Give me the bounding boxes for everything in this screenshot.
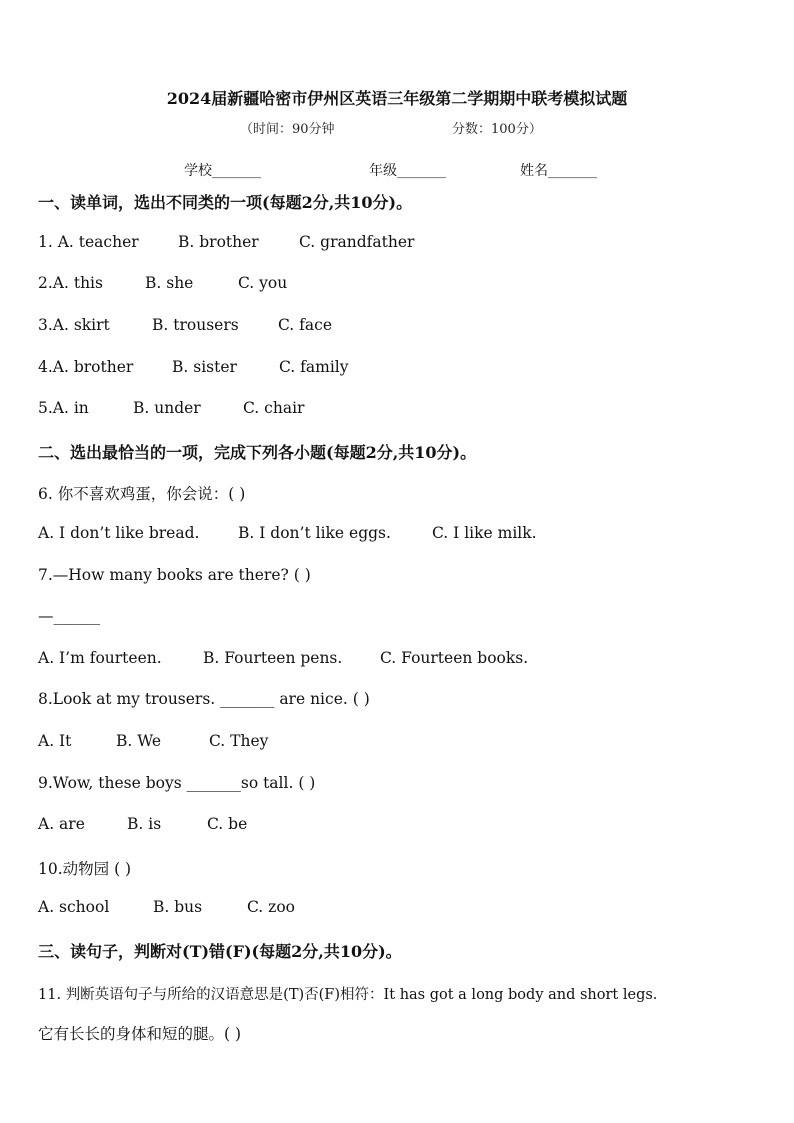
exam-score: 分数：100分） [452, 122, 542, 137]
option-c: C. Fourteen books. [380, 649, 529, 667]
exam-time: （时间：90分钟 [240, 122, 335, 137]
option-c: C. family [279, 358, 349, 376]
option-a: A. I don’t like bread. [38, 524, 200, 542]
option-a: 1. A. teacher [38, 233, 139, 251]
option-b: B. I don’t like eggs. [238, 524, 391, 542]
option-a: A. school [38, 898, 110, 916]
question-9-stem: 9.Wow, these boys _______so tall. ( ) [38, 774, 316, 792]
question-4 [38, 358, 349, 376]
option-c: C. grandfather [299, 233, 415, 251]
option-a: A. are [38, 815, 85, 833]
option-c: C. chair [243, 399, 305, 417]
page-title: 2024届新疆哈密市伊州区英语三年级第二学期期中联考模拟试题 [166, 89, 628, 108]
section-2-heading: 二、选出最恰当的一项，完成下列各小题(每题2分,共10分)。 [38, 443, 477, 462]
question-2 [38, 274, 287, 292]
question-8-stem: 8.Look at my trousers. _______ are nice. ( ) [38, 690, 370, 708]
section-1-heading: 一、读单词，选出不同类的一项(每题2分,共10分)。 [38, 193, 413, 212]
question-6-options [38, 524, 537, 542]
option-a: 2.A. this [38, 274, 103, 292]
option-c: C. face [278, 316, 332, 334]
question-7-stem: 7.—How many books are there? ( ) [38, 566, 311, 584]
option-a: 4.A. brother [38, 358, 134, 376]
option-b: B. bus [153, 898, 203, 916]
option-c: C. you [238, 274, 288, 292]
option-c: C. They [209, 732, 269, 750]
option-a: A. I’m fourteen. [38, 649, 162, 667]
school-field: 学校_______ [184, 163, 261, 179]
option-b: B. is [127, 815, 162, 833]
option-b: B. trousers [152, 316, 239, 334]
option-c: C. I like milk. [432, 524, 537, 542]
section-3-heading: 三、读句子，判断对(T)错(F)(每题2分,共10分)。 [38, 942, 402, 961]
question-1 [38, 233, 414, 251]
option-a: 5.A. in [38, 399, 89, 417]
question-10-options [38, 898, 295, 916]
question-6-stem: 6. 你不喜欢鸡蛋，你会说：( ) [38, 485, 246, 503]
option-b: B. brother [178, 233, 259, 251]
grade-field: 年级_______ [369, 163, 446, 179]
question-5 [38, 399, 304, 417]
question-11-continuation: 它有长长的身体和短的腿。( ) [38, 1025, 242, 1043]
option-c: C. zoo [247, 898, 295, 916]
question-7-options [38, 649, 528, 667]
question-7-blank: —______ [38, 607, 100, 625]
option-a: 3.A. skirt [38, 316, 110, 334]
question-8-options [38, 732, 268, 750]
name-field: 姓名_______ [520, 163, 597, 179]
question-10-stem: 10.动物园 ( ) [38, 860, 132, 878]
option-c: C. be [207, 815, 248, 833]
option-b: B. Fourteen pens. [203, 649, 343, 667]
option-b: B. under [133, 399, 201, 417]
option-a: A. It [38, 732, 72, 750]
question-3 [38, 316, 332, 334]
option-b: B. We [116, 732, 162, 750]
question-11-stem: 11. 判断英语句子与所给的汉语意思是(T)否(F)相符：It has got a long body and short legs. [38, 987, 658, 1003]
option-b: B. sister [172, 358, 237, 376]
question-9-options [38, 815, 247, 833]
option-b: B. she [145, 274, 194, 292]
